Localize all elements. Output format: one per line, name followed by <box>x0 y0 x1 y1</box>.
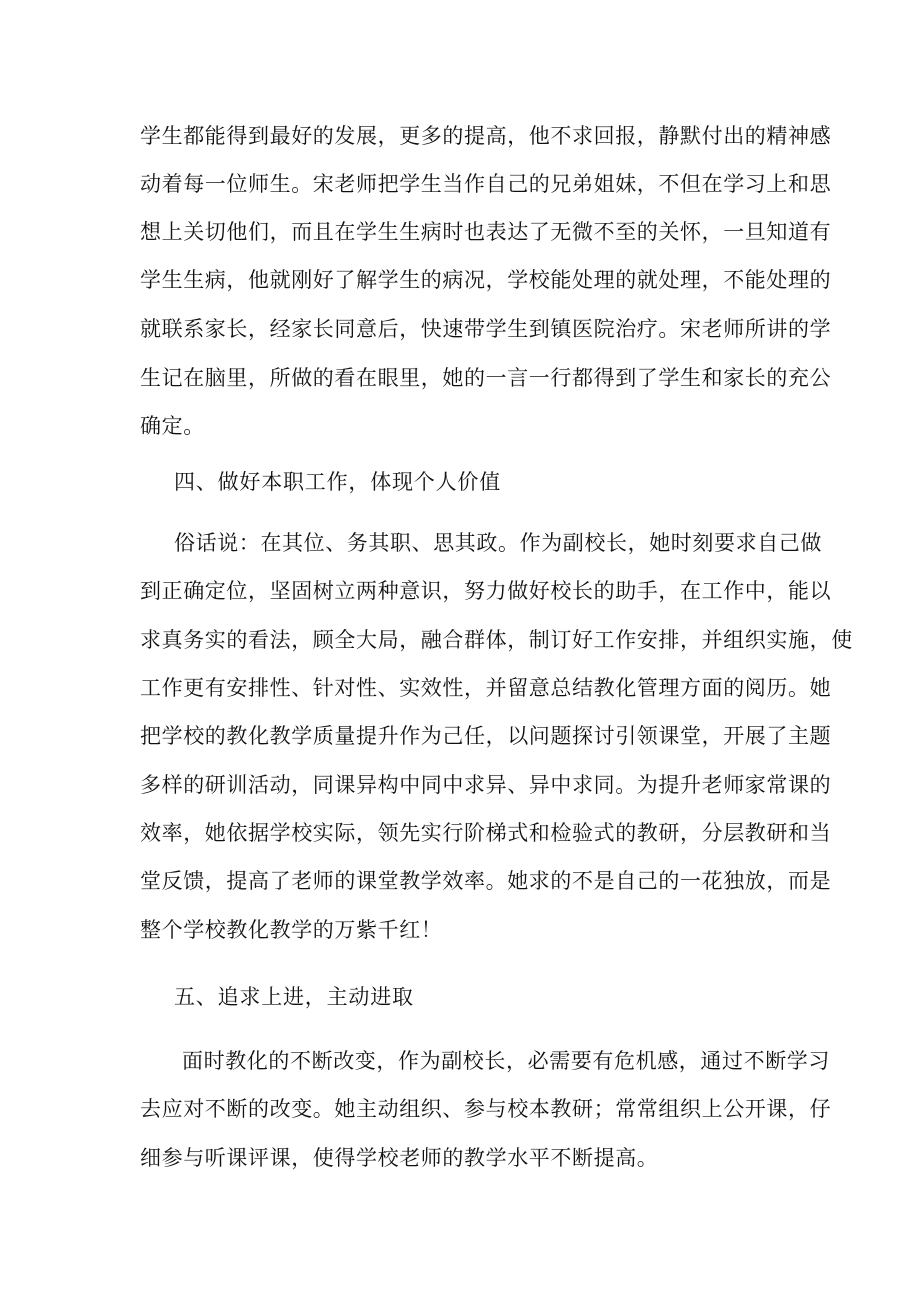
paragraph-line: 整个学校教化教学的万紫千红！ <box>140 918 443 942</box>
paragraph-line: 动着每一位师生。宋老师把学生当作自己的兄弟姐妹，不但在学习上和思 <box>140 172 832 196</box>
paragraph-line: 面时教化的不断改变，作为副校长，必需要有危机感，通过不断学习 <box>182 1049 830 1073</box>
paragraph-line: 堂反馈，提高了老师的课堂教学效率。她求的不是自己的一花独放，而是 <box>140 869 832 893</box>
paragraph-line: 去应对不断的改变。她主动组织、参与校本教研；常常组织上公开课，仔 <box>140 1097 832 1121</box>
paragraph-line: 多样的研训活动，同课异构中同中求异、异中求同。为提升老师家常课的 <box>140 773 832 797</box>
paragraph-line: 细参与听课评课，使得学校老师的教学水平不断提高。 <box>140 1146 659 1170</box>
paragraph-line: 确定。 <box>140 414 205 438</box>
paragraph-line: 工作更有安排性、针对性、实效性，并留意总结教化管理方面的阅历。她 <box>140 676 832 700</box>
paragraph-line: 把学校的教化教学质量提升作为己任，以问题探讨引领课堂，开展了主题 <box>140 724 832 748</box>
paragraph-line: 学生都能得到最好的发展，更多的提高，他不求回报，静默付出的精神感 <box>140 124 832 148</box>
section-heading-5: 五、追求上进，主动进取 <box>174 985 414 1009</box>
paragraph-line: 效率，她依据学校实际，领先实行阶梯式和检验式的教研，分层教研和当 <box>140 821 832 845</box>
paragraph-line: 求真务实的看法，顾全大局，融合群体，制订好工作安排，并组织实施，使 <box>140 628 853 652</box>
paragraph-line: 就联系家长，经家长同意后，快速带学生到镇医院治疗。宋老师所讲的学 <box>140 317 832 341</box>
paragraph-line: 想上关切他们，而且在学生生病时也表达了无微不至的关怀，一旦知道有 <box>140 220 832 244</box>
paragraph-line: 到正确定位，坚固树立两种意识，努力做好校长的助手，在工作中，能以 <box>140 579 832 603</box>
paragraph-line: 生记在脑里，所做的看在眼里，她的一言一行都得到了学生和家长的充公 <box>140 366 832 390</box>
paragraph-line: 俗话说：在其位、务其职、思其政。作为副校长，她时刻要求自己做 <box>174 531 822 555</box>
section-heading-4: 四、做好本职工作，体现个人价值 <box>174 470 501 494</box>
paragraph-line: 学生生病，他就刚好了解学生的病况，学校能处理的就处理，不能处理的 <box>140 268 832 292</box>
